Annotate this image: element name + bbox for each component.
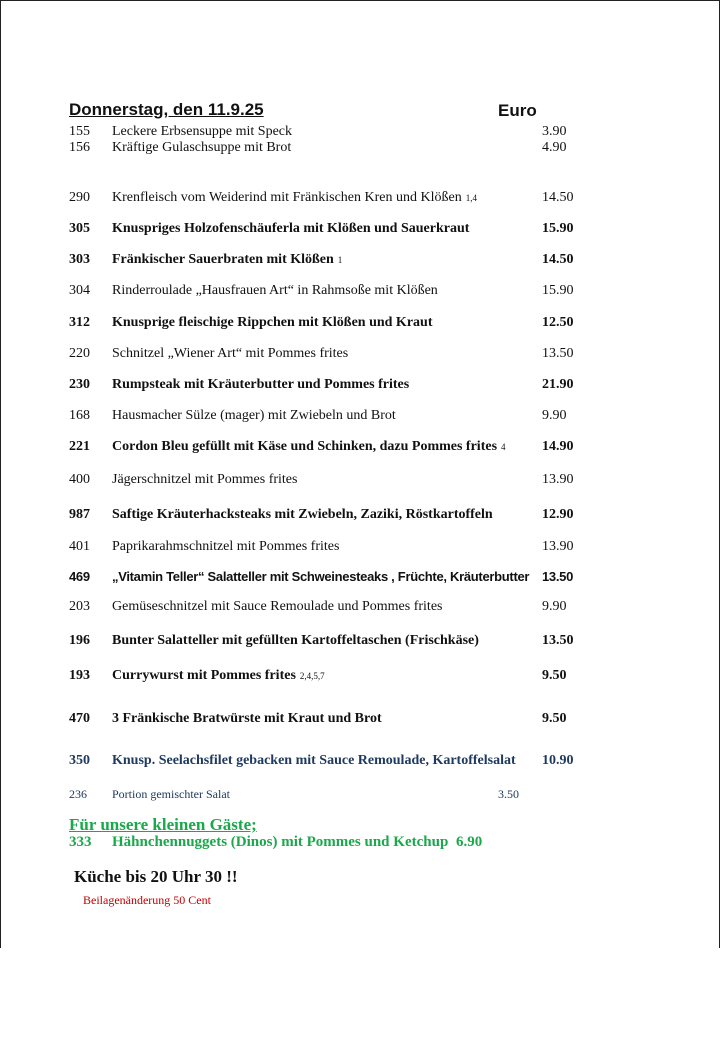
item-name: Paprikarahmschnitzel mit Pommes frites	[112, 539, 340, 554]
item-number: 220	[69, 346, 90, 361]
menu-item	[0, 632, 720, 650]
menu-item	[0, 345, 720, 363]
menu-item	[0, 506, 720, 524]
item-number: 305	[69, 221, 90, 236]
allergen-note: 1	[337, 255, 343, 265]
item-price: 21.90	[542, 377, 574, 392]
item-number: 230	[69, 377, 90, 392]
item-number: 156	[69, 140, 90, 155]
item-number: 469	[69, 569, 90, 584]
item-name: Portion gemischter Salat	[112, 787, 230, 801]
menu-item	[0, 785, 720, 803]
allergen-note: 2,4,5,7	[299, 671, 325, 681]
item-number: 400	[69, 472, 90, 487]
item-price: 9.50	[542, 711, 567, 726]
item-price: 4.90	[542, 140, 567, 155]
item-number: 303	[69, 252, 90, 267]
item-name: Saftige Kräuterhacksteaks mit Zwiebeln, Zaziki, Röstkartoffeln	[112, 507, 493, 522]
menu-item	[0, 667, 720, 685]
kitchen-hours: Küche bis 20 Uhr 30 !!	[74, 867, 238, 886]
item-price: 14.50	[542, 252, 574, 267]
item-name: „Vitamin Teller“ Salatteller mit Schweinesteaks , Früchte, Kräuterbutter	[112, 569, 530, 584]
item-price: 3.50	[498, 787, 519, 801]
item-name: Gemüseschnitzel mit Sauce Remoulade und Pommes frites	[112, 599, 443, 614]
item-number: 203	[69, 599, 90, 614]
item-number: 290	[69, 190, 90, 205]
item-name: Bunter Salatteller mit gefüllten Kartoffeltaschen (Frischkäse)	[112, 633, 479, 648]
menu-item	[0, 752, 720, 770]
item-price: 10.90	[542, 753, 574, 768]
item-number: 168	[69, 408, 90, 423]
allergen-note: 1,4	[465, 193, 477, 203]
item-number: 987	[69, 507, 90, 522]
item-number: 333	[69, 834, 92, 850]
menu-item	[0, 220, 720, 238]
item-name: Hähnchennuggets (Dinos) mit Pommes und Ketchup	[112, 834, 449, 850]
item-name: Knusp. Seelachsfilet gebacken mit Sauce Remoulade, Kartoffelsalat	[112, 753, 516, 768]
side-dish-change-note: Beilagenänderung 50 Cent	[83, 893, 211, 907]
currency-label: Euro	[498, 101, 537, 120]
item-number: 470	[69, 711, 90, 726]
item-name: Knusprige fleischige Rippchen mit Klößen und Kraut	[112, 315, 433, 330]
item-number: 304	[69, 283, 90, 298]
item-price: 13.50	[542, 569, 574, 584]
item-price: 9.90	[542, 408, 567, 423]
menu-item	[0, 251, 720, 269]
menu-item	[0, 314, 720, 332]
item-number: 196	[69, 633, 90, 648]
item-name: Rinderroulade „Hausfrauen Art“ in Rahmsoße mit Klößen	[112, 283, 438, 298]
menu-item	[0, 438, 720, 456]
item-price: 13.50	[542, 346, 574, 361]
kids-section-title: Für unsere kleinen Gäste;	[69, 815, 257, 834]
item-price: 12.90	[542, 507, 574, 522]
menu-item	[0, 282, 720, 300]
item-name: Krenfleisch vom Weiderind mit Fränkischen Kren und Klößen 1,4	[112, 190, 477, 205]
menu-item	[0, 376, 720, 394]
menu-item	[0, 471, 720, 489]
menu-date-title: Donnerstag, den 11.9.25	[69, 100, 264, 119]
menu-item	[0, 139, 720, 157]
menu-item	[0, 710, 720, 728]
item-price: 13.90	[542, 539, 574, 554]
item-name: Knuspriges Holzofenschäuferla mit Klößen und Sauerkraut	[112, 221, 470, 236]
item-name: Fränkischer Sauerbraten mit Klößen 1	[112, 252, 343, 267]
menu-item	[0, 189, 720, 207]
item-name: Rumpsteak mit Kräuterbutter und Pommes frites	[112, 377, 410, 392]
item-price: 9.50	[542, 668, 567, 683]
menu-item	[0, 538, 720, 556]
item-number: 350	[69, 753, 90, 768]
item-price: 9.90	[542, 599, 567, 614]
item-price: 13.50	[542, 633, 574, 648]
item-price: 14.50	[542, 190, 574, 205]
item-name: Schnitzel „Wiener Art“ mit Pommes frites	[112, 346, 349, 361]
item-name: 3 Fränkische Bratwürste mit Kraut und Brot	[112, 711, 382, 726]
item-price: 15.90	[542, 283, 574, 298]
item-number: 193	[69, 668, 90, 683]
item-number: 221	[69, 439, 90, 454]
item-price: 13.90	[542, 472, 574, 487]
item-name: Kräftige Gulaschsuppe mit Brot	[112, 140, 292, 155]
menu-item	[0, 568, 720, 586]
item-name: Leckere Erbsensuppe mit Speck	[112, 124, 292, 139]
item-name: Currywurst mit Pommes frites 2,4,5,7	[112, 668, 325, 683]
item-price: 14.90	[542, 439, 574, 454]
item-number: 236	[69, 787, 87, 801]
item-name: Cordon Bleu gefüllt mit Käse und Schinken, dazu Pommes frites 4	[112, 439, 506, 454]
allergen-note: 4	[501, 442, 506, 452]
item-price: 6.90	[456, 834, 483, 850]
menu-item	[0, 598, 720, 616]
item-name: Jägerschnitzel mit Pommes frites	[112, 472, 298, 487]
item-price: 12.50	[542, 315, 574, 330]
item-price: 15.90	[542, 221, 574, 236]
item-name: Hausmacher Sülze (mager) mit Zwiebeln und Brot	[112, 408, 396, 423]
page-border-top	[0, 0, 720, 1]
item-price: 3.90	[542, 124, 567, 139]
item-number: 155	[69, 124, 90, 139]
item-number: 401	[69, 539, 90, 554]
menu-item	[0, 407, 720, 425]
kids-menu-item	[0, 833, 720, 851]
item-number: 312	[69, 315, 90, 330]
